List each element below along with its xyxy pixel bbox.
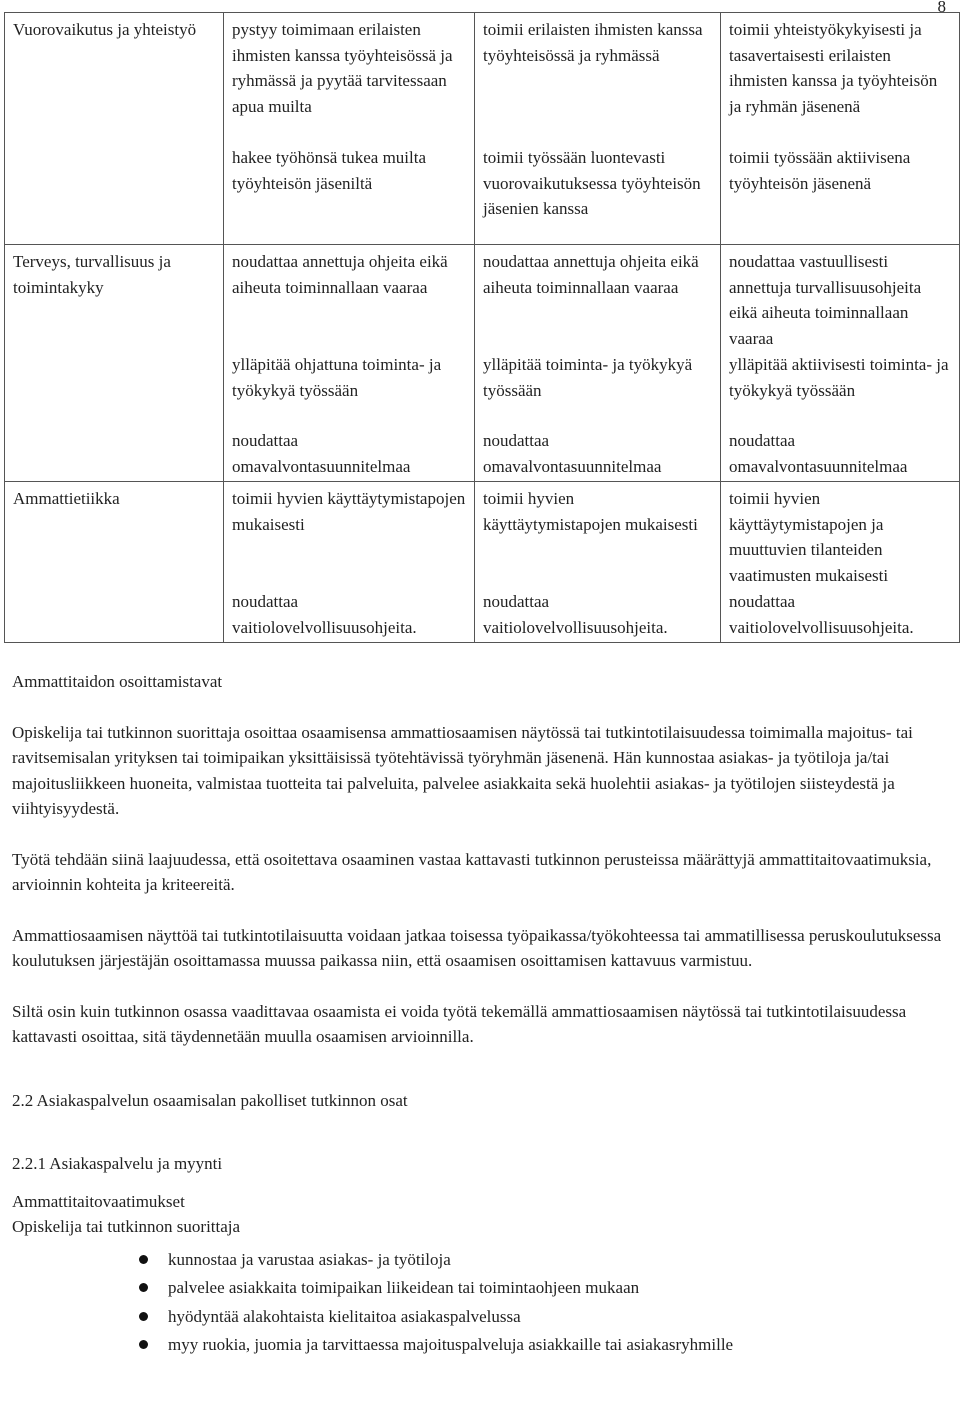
criteria-heading: Ammattietiikka xyxy=(5,482,224,643)
criteria-item: toimii hyvien käyttäytymistapojen ja muuttuvien tilanteiden vaatimusten mukaisesti xyxy=(729,489,889,585)
paragraph: Siltä osin kuin tutkinnon osassa vaadittavaa osaamista ei voida työtä tekemällä ammattiosaamisen näytössä tai tutkintotilaisuudessa kattavasti osoittaa, sitä täydennetään muulla osaamisen arvioinnilla. xyxy=(12,1001,907,1046)
list-item: myy ruokia, juomia ja tarvittaessa majoituspalveluja asiakkaille tai asiakasryhmille xyxy=(168,1331,942,1360)
section-title: Ammattitaidon osoittamistavat xyxy=(12,672,223,691)
criteria-heading: Vuorovaikutus ja yhteistyö xyxy=(5,13,224,245)
criteria-cell-satisfactory xyxy=(224,13,475,245)
criteria-item: ylläpitää ohjattuna toiminta- ja työkykyä työssään xyxy=(232,355,442,400)
criteria-cell-good xyxy=(475,482,721,643)
criteria-item: noudattaa omavalvontasuunnitelmaa xyxy=(729,431,908,476)
criteria-item: pystyy toimimaan erilaisten ihmisten kanssa työyhteisössä ja ryhmässä ja pyytää tarvitessaan apua muilta xyxy=(232,20,453,116)
list-item: hyödyntää alakohtaista kielitaitoa asiakaspalvelussa xyxy=(168,1303,942,1332)
criteria-item: noudattaa vaitiolovelvollisuusohjeita. xyxy=(483,592,668,637)
criteria-item: noudattaa omavalvontasuunnitelmaa xyxy=(232,431,411,476)
document-body xyxy=(12,669,942,1360)
criteria-cell-excellent xyxy=(721,13,960,245)
heading-2-2-1: 2.2.1 Asiakaspalvelu ja myynti xyxy=(12,1154,223,1173)
heading-2-2: 2.2 Asiakaspalvelun osaamisalan pakolliset tutkinnon osat xyxy=(12,1090,408,1110)
list-item: kunnostaa ja varustaa asiakas- ja työtiloja xyxy=(168,1246,942,1275)
criteria-item: noudattaa vaitiolovelvollisuusohjeita. xyxy=(232,592,417,637)
page-number: 8 xyxy=(937,0,946,16)
criteria-item: toimii erilaisten ihmisten kanssa työyhteisössä ja ryhmässä xyxy=(483,20,703,65)
criteria-item: noudattaa omavalvontasuunnitelmaa xyxy=(483,431,662,476)
criteria-item: noudattaa vastuullisesti annettuja turvallisuusohjeita eikä aiheuta toiminnallaan vaaraa xyxy=(729,252,922,348)
criteria-item: noudattaa annettuja ohjeita eikä aiheuta toiminnallaan vaaraa xyxy=(483,252,699,297)
criteria-item: toimii hyvien käyttäytymistapojen mukaisesti xyxy=(483,489,698,534)
table-row xyxy=(5,482,960,643)
criteria-cell-good xyxy=(475,13,721,245)
criteria-item: noudattaa annettuja ohjeita eikä aiheuta toiminnallaan vaaraa xyxy=(232,252,448,297)
requirements-intro: Opiskelija tai tutkinnon suorittaja xyxy=(12,1217,241,1236)
criteria-item: ylläpitää aktiivisesti toiminta- ja työkykyä työssään xyxy=(729,355,949,400)
criteria-cell-satisfactory xyxy=(224,482,475,643)
requirements-title: Ammattitaitovaatimukset xyxy=(12,1191,185,1211)
table-row xyxy=(5,13,960,245)
criteria-item: toimii hyvien käyttäytymistapojen mukaisesti xyxy=(232,489,466,534)
criteria-cell-satisfactory xyxy=(224,245,475,482)
table-row xyxy=(5,245,960,482)
criteria-cell-excellent xyxy=(721,245,960,482)
criteria-item: noudattaa vaitiolovelvollisuusohjeita. xyxy=(729,592,914,637)
criteria-item: toimii työssään aktiivisena työyhteisön jäsenenä xyxy=(729,148,911,193)
paragraph: Opiskelija tai tutkinnon suorittaja osoittaa osaamisensa ammattiosaamisen näytössä tai tutkintotilaisuudessa toimimalla majoitus- tai ravitsemisalan yrityksen tai toimipaikan yksittäisissä työtehtävissä työryhmän jäsenenä. Hän kunnostaa asiakas- ja työtiloja ja/tai majoitusliikkeen huoneita, valmistaa tuotteita tai palveluita, palvelee asiakkaita sekä huolehtii asiakas- ja työtilojen siisteydestä ja viihtyisyydestä. xyxy=(12,722,913,818)
paragraph: Ammattiosaamisen näyttöä tai tutkintotilaisuutta voidaan jatkaa toisessa työpaikassa/työkohteessa tai ammatillisessa peruskoulutuksessa koulutuksen järjestäjän osoittamassa muussa paikassa niin, että osaamisen osoittamisen kattavuus varmistuu. xyxy=(12,925,942,970)
criteria-heading: Terveys, turvallisuus ja toimintakyky xyxy=(5,245,224,482)
criteria-item: hakee työhönsä tukea muilta työyhteisön jäseniltä xyxy=(232,148,427,193)
criteria-cell-excellent xyxy=(721,482,960,643)
paragraph: Työtä tehdään siinä laajuudessa, että osoitettava osaaminen vastaa kattavasti tutkinnon perusteissa määrättyjä ammattitaitovaatimuksia, arvioinnin kohteita ja kriteereitä. xyxy=(12,849,932,894)
criteria-cell-good xyxy=(475,245,721,482)
criteria-item: toimii yhteistyökykyisesti ja tasavertaisesti erilaisten ihmisten kanssa ja työyhteisön ja ryhmän jäsenenä xyxy=(729,20,938,116)
assessment-criteria-table xyxy=(4,12,960,643)
list-item: palvelee asiakkaita toimipaikan liikeidean tai toimintaohjeen mukaan xyxy=(168,1274,942,1303)
requirements-list xyxy=(12,1246,942,1360)
criteria-item: ylläpitää toiminta- ja työkykyä työssään xyxy=(483,355,693,400)
criteria-item: toimii työssään luontevasti vuorovaikutuksessa työyhteisön jäsenien kanssa xyxy=(483,148,701,218)
